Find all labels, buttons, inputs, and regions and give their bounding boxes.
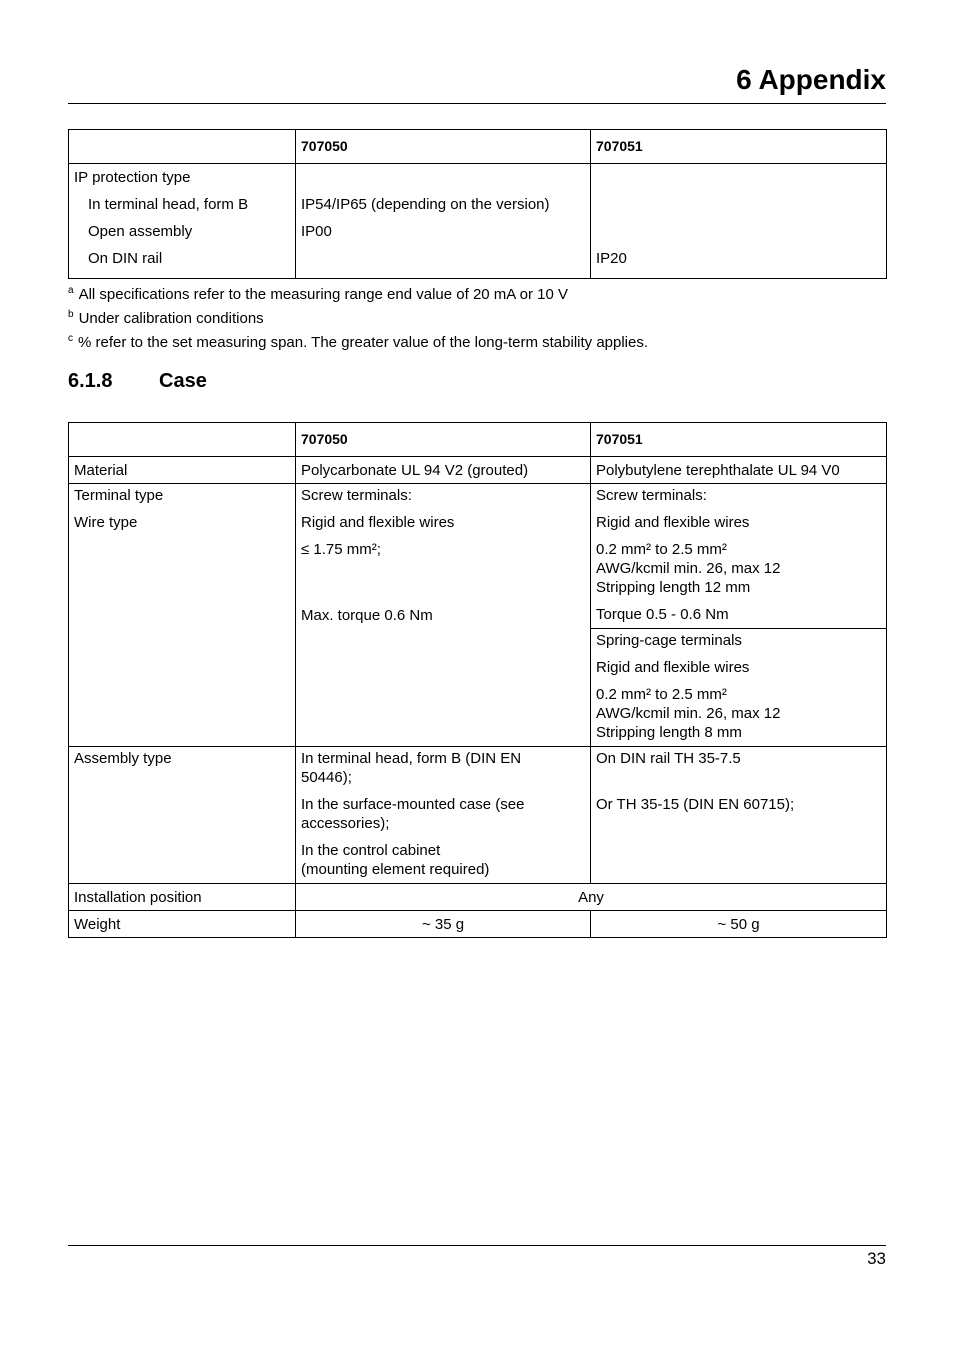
row-label-cell (69, 484, 296, 747)
section-title: Case (159, 370, 207, 392)
cell-line: AWG/kcmil min. 26, max 12 (596, 560, 781, 577)
row-label: Installation position (69, 884, 296, 911)
cell-value: Any (296, 884, 887, 911)
ip-value (301, 247, 585, 274)
table-row (69, 911, 887, 938)
cell-line: In the surface-mounted case (see (301, 796, 525, 813)
footnote-text: Under calibration conditions (78, 310, 264, 327)
spring-cage-cell (591, 629, 887, 747)
footnote-text: % refer to the set measuring span. The greater value of the long-term stability applies. (78, 334, 649, 351)
cell-line: (mounting element required) (301, 861, 490, 878)
ip-value: IP54/IP65 (depending on the version) (301, 196, 550, 213)
cell-value: Polycarbonate UL 94 V2 (grouted) (296, 457, 591, 484)
cell-line: Screw terminals: (596, 487, 707, 504)
ip-value: IP20 (596, 250, 627, 267)
screw-terminals-cell (591, 484, 887, 629)
section-number: 6.1.8 (68, 370, 113, 392)
table-header-row (69, 423, 887, 457)
footer-divider (68, 1245, 886, 1246)
footnote-mark: a (68, 285, 74, 296)
footnote-text: All specifications refer to the measuring range end value of 20 mA or 10 V (78, 286, 569, 303)
cell-line: 0.2 mm² to 2.5 mm² (596, 686, 727, 703)
cell-line: accessories); (301, 815, 390, 832)
cell-value: ~ 50 g (591, 911, 887, 938)
cell-line: Or TH 35-15 (DIN EN 60715); (596, 796, 795, 813)
cell-line: 50446); (301, 769, 352, 786)
cell-line: Rigid and flexible wires (596, 514, 750, 531)
ip-value (596, 193, 881, 220)
table-row (69, 884, 887, 911)
cell-line: Rigid and flexible wires (596, 659, 750, 676)
cell-line: Stripping length 8 mm (596, 724, 742, 741)
cell-value: ~ 35 g (296, 911, 591, 938)
ip-707050-cell (296, 164, 591, 279)
footnotes (68, 279, 648, 351)
cell-line: Max. torque 0.6 Nm (301, 607, 433, 624)
table-row (69, 484, 887, 629)
cell-line: 0.2 mm² to 2.5 mm² (596, 541, 727, 558)
cell-line: Spring-cage terminals (596, 632, 742, 649)
cell-line: In the control cabinet (301, 842, 441, 859)
header-cell-empty (69, 130, 296, 164)
row-label: Material (69, 457, 296, 484)
header-cell-707050: 707050 (296, 130, 591, 164)
ip-protection-table (68, 129, 887, 279)
cell-line: On DIN rail TH 35-7.5 (596, 750, 741, 767)
ip-row-label: On DIN rail (88, 250, 163, 267)
row-label: Assembly type (69, 747, 296, 884)
table-row (69, 747, 887, 884)
cell-value: Polybutylene terephthalate UL 94 V0 (591, 457, 887, 484)
ip-value: IP00 (301, 223, 332, 240)
cell-line: In terminal head, form B (DIN EN (301, 750, 522, 767)
ip-707051-cell (591, 164, 887, 279)
table-row (69, 164, 887, 279)
ip-title: IP protection type (74, 169, 191, 186)
assembly-707050-cell (296, 747, 591, 884)
section-heading (68, 370, 207, 393)
assembly-707051-cell (591, 747, 887, 884)
row-label: Wire type (74, 514, 138, 531)
row-label-cell (69, 164, 296, 279)
header-cell-707050: 707050 (296, 423, 591, 457)
case-table (68, 422, 887, 938)
header-cell-707051: 707051 (591, 423, 887, 457)
row-label: Terminal type (74, 487, 164, 504)
table-header-row (69, 130, 887, 164)
ip-value (596, 220, 881, 247)
footnote (68, 327, 648, 351)
footnote (68, 303, 648, 327)
cell-line: Torque 0.5 - 0.6 Nm (596, 606, 729, 623)
terminal-707050-cell (296, 484, 591, 747)
cell-line: ≤ 1.75 mm²; (301, 541, 381, 558)
cell-line: AWG/kcmil min. 26, max 12 (596, 705, 781, 722)
cell-line: Screw terminals: (301, 487, 412, 504)
table-row (69, 457, 887, 484)
header-divider (68, 103, 886, 104)
page-number: 33 (867, 1249, 886, 1268)
ip-row-label: Open assembly (88, 223, 193, 240)
row-label: Weight (69, 911, 296, 938)
header-cell-empty (69, 423, 296, 457)
footnote-mark: c (68, 333, 73, 344)
footnote-mark: b (68, 309, 74, 320)
header-cell-707051: 707051 (591, 130, 887, 164)
cell-line: Rigid and flexible wires (301, 514, 455, 531)
ip-row-label: In terminal head, form B (88, 196, 249, 213)
cell-line: Stripping length 12 mm (596, 579, 751, 596)
footnote (68, 279, 648, 303)
chapter-title: 6 Appendix (736, 64, 886, 95)
